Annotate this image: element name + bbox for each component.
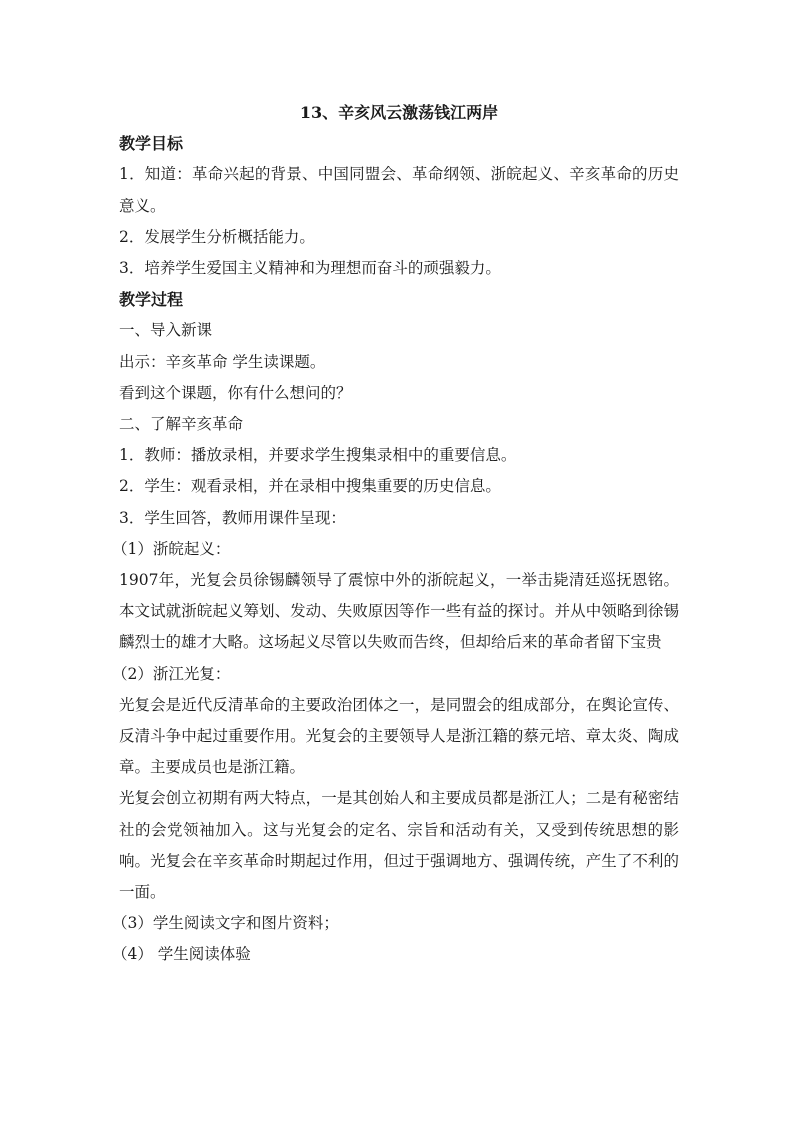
section1-heading: 一、导入新课 xyxy=(119,321,213,340)
item1-label: （1）浙皖起义： xyxy=(112,539,231,558)
item3-label: （3）学生阅读文字和图片资料； xyxy=(112,914,339,933)
process-heading: 教学过程 xyxy=(119,290,184,310)
goal-item-3: 3．培养学生爱国主义精神和为理想而奋斗的顽强毅力。 xyxy=(119,259,501,277)
goal-item-2: 2．发展学生分析概括能力。 xyxy=(119,227,315,246)
document-body xyxy=(112,97,679,971)
section2-line-1: 1．教师：播放录相，并要求学生搜集录相中的重要信息。 xyxy=(119,446,517,465)
goal-item-1: 1．知道：革命兴起的背景、中国同盟会、革命纲领、浙皖起义、辛亥革命的历史意义。 xyxy=(119,165,679,215)
section2-heading: 二、了解辛亥革命 xyxy=(119,415,244,434)
item2-label: （2）浙江光复： xyxy=(112,664,231,683)
section2-line-3: 3．学生回答，教师用课件呈现： xyxy=(119,508,346,527)
item4-label: （4） 学生阅读体验 xyxy=(112,945,251,964)
document-title: 13、辛亥风云激荡钱江两岸 xyxy=(299,103,499,122)
item2-paragraph-1: 光复会是近代反清革命的主要政治团体之一，是同盟会的组成部分，在舆论宣传、反清斗争中起过重要作用。光复会的主要领导人是浙江籍的蔡元培、章太炎、陶成章。主要成员也是浙江籍。 xyxy=(119,695,679,777)
section1-line-2: 看到这个课题，你有什么想问的？ xyxy=(119,383,352,402)
section2-line-2: 2．学生：观看录相，并在录相中搜集重要的历史信息。 xyxy=(119,477,501,496)
item2-paragraph-2: 光复会创立初期有两大特点，一是其创始人和主要成员都是浙江人；二是有秘密结社的会党领袖加入。这与光复会的定名、宗旨和活动有关，又受到传统思想的影响。光复会在辛亥革命时期起过作用，但过于强调地方、强调传统，产生了不利的一面。 xyxy=(119,789,679,902)
section1-line-1: 出示：辛亥革命 学生读课题。 xyxy=(119,352,326,371)
goals-heading: 教学目标 xyxy=(119,134,184,154)
item1-paragraph: 1907年，光复会员徐锡麟领导了震惊中外的浙皖起义，一举击毙清廷巡抚恩铭。本文试就浙皖起义筹划、发动、失败原因等作一些有益的探讨。并从中领略到徐锡麟烈士的雄才大略。这场起义尽管以失败而告终，但却给后来的革命者留下宝贵 xyxy=(119,571,679,652)
